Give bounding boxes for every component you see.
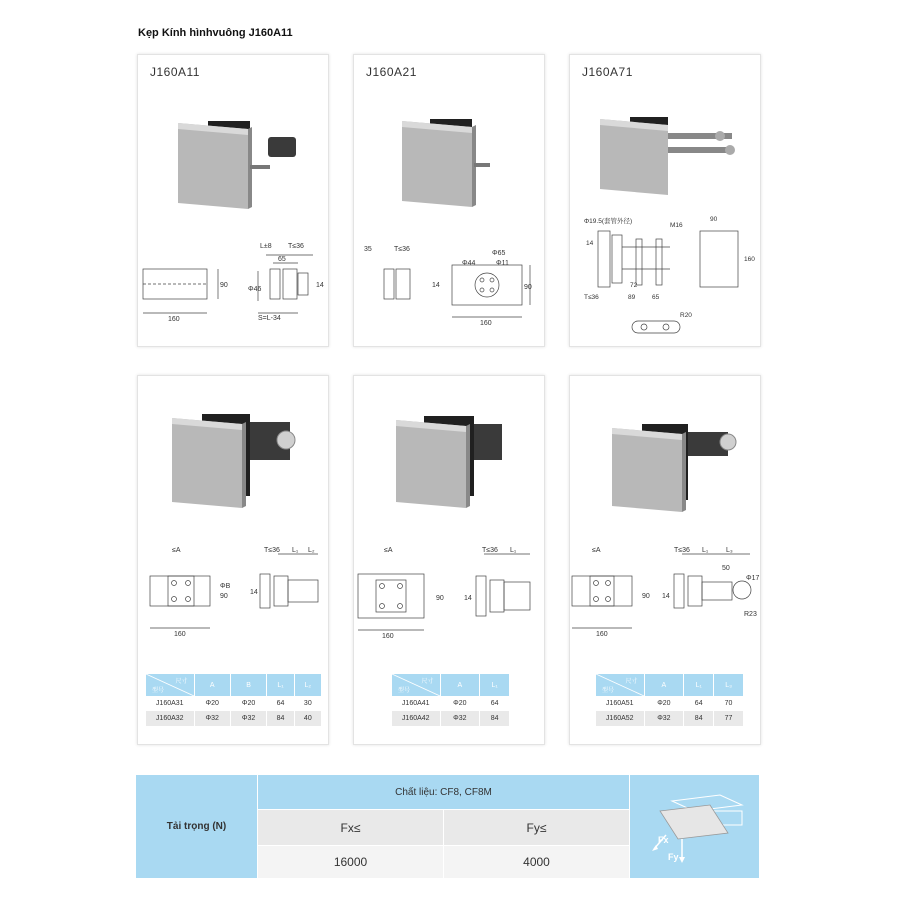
fx-axis-label: Fx	[658, 835, 669, 845]
svg-text:160: 160	[744, 256, 755, 263]
svg-text:R23: R23	[744, 611, 757, 618]
svg-text:50: 50	[722, 565, 730, 572]
svg-text:90: 90	[220, 593, 228, 600]
col-header: A	[194, 674, 230, 696]
col-header: L₁	[480, 674, 510, 696]
product-card-j160a31	[137, 375, 329, 745]
table-corner: 尺寸 型号	[392, 674, 440, 696]
svg-text:90: 90	[524, 284, 532, 291]
fy-axis-label: Fy	[668, 852, 679, 862]
table-row: J160A32 Φ32 Φ32 84 40	[146, 711, 322, 726]
product-card-j160a71	[569, 54, 761, 347]
svg-text:L₁: L₁	[510, 547, 517, 554]
page-title: Kẹp Kính hìnhvuông J160A11	[138, 27, 293, 39]
clamp-illustration	[354, 55, 546, 348]
col-header: B	[230, 674, 266, 696]
spec-table-j160a3x	[146, 674, 322, 726]
table-row: J160A42 Φ32 84	[392, 711, 510, 726]
svg-text:Φ11: Φ11	[496, 260, 509, 267]
svg-text:L₁: L₁	[702, 547, 709, 554]
svg-text:L₃: L₃	[726, 547, 733, 554]
fy-header: Fy≤	[443, 809, 629, 845]
col-header: L₃	[714, 674, 744, 696]
svg-text:160: 160	[382, 633, 394, 640]
product-card-j160a5x	[569, 375, 761, 745]
svg-text:14: 14	[316, 282, 324, 289]
svg-text:R20: R20	[680, 312, 692, 319]
svg-text:160: 160	[174, 631, 186, 638]
svg-text:90: 90	[220, 282, 228, 289]
material-label: Chất liệu: CF8, CF8M	[257, 775, 629, 809]
svg-text:T≤36: T≤36	[394, 246, 410, 253]
svg-text:90: 90	[710, 216, 718, 223]
svg-text:Φ65: Φ65	[492, 250, 506, 257]
model-label: J160A11	[150, 65, 200, 79]
svg-text:≤A: ≤A	[172, 547, 181, 554]
table-row: J160A51 Φ20 64 70	[596, 696, 744, 711]
table-row: J160A31 Φ20 Φ20 64 30	[146, 696, 322, 711]
svg-text:89: 89	[628, 294, 636, 301]
svg-text:14: 14	[586, 240, 594, 247]
table-row: J160A52 Φ32 84 77	[596, 711, 744, 726]
svg-text:ΦB: ΦB	[220, 583, 231, 590]
model-label: J160A71	[582, 65, 633, 79]
svg-text:14: 14	[250, 589, 258, 596]
col-header: L₁	[267, 674, 294, 696]
svg-text:14: 14	[662, 593, 670, 600]
svg-text:72: 72	[630, 282, 638, 289]
svg-text:14: 14	[464, 595, 472, 602]
product-card-j160a21	[353, 54, 545, 347]
fy-value: 4000	[443, 845, 629, 878]
col-header: L₁	[684, 674, 714, 696]
product-card-j160a11	[137, 54, 329, 347]
svg-text:90: 90	[642, 593, 650, 600]
col-header: L₂	[294, 674, 321, 696]
col-header: A	[644, 674, 684, 696]
svg-text:≤A: ≤A	[384, 547, 393, 554]
load-table	[136, 775, 759, 878]
svg-text:T≤36: T≤36	[264, 547, 280, 554]
spec-table-j160a4x	[392, 674, 510, 726]
svg-text:65: 65	[278, 256, 286, 263]
svg-text:≤A: ≤A	[592, 547, 601, 554]
clamp-illustration	[570, 55, 762, 348]
svg-text:Φ19.5(套管外径): Φ19.5(套管外径)	[584, 218, 633, 225]
svg-text:M16: M16	[670, 222, 683, 229]
svg-text:T≤36: T≤36	[674, 547, 690, 554]
svg-text:Φ46: Φ46	[248, 286, 262, 293]
load-label: Tải trọng (N)	[136, 775, 257, 878]
svg-text:Φ17: Φ17	[746, 575, 760, 582]
svg-text:T≤36: T≤36	[584, 294, 599, 301]
svg-text:14: 14	[432, 282, 440, 289]
table-corner: 尺寸 型号	[596, 674, 644, 696]
svg-text:L±8: L±8	[260, 243, 272, 250]
spec-table-j160a5x	[596, 674, 744, 726]
svg-text:65: 65	[652, 294, 660, 301]
force-diagram	[629, 775, 759, 878]
fx-value: 16000	[257, 845, 443, 878]
svg-text:160: 160	[480, 320, 492, 327]
svg-text:L₂: L₂	[308, 547, 315, 554]
svg-text:160: 160	[596, 631, 608, 638]
svg-text:160: 160	[168, 316, 180, 323]
svg-text:L₁: L₁	[292, 547, 299, 554]
model-label: J160A21	[366, 65, 417, 79]
clamp-illustration	[138, 55, 330, 348]
product-card-j160a4x	[353, 375, 545, 745]
svg-text:S=L-34: S=L-34	[258, 315, 281, 322]
svg-text:T≤36: T≤36	[482, 547, 498, 554]
svg-text:T≤36: T≤36	[288, 243, 304, 250]
fx-header: Fx≤	[257, 809, 443, 845]
table-corner: 尺寸 型号	[146, 674, 194, 696]
svg-text:Φ44: Φ44	[462, 260, 476, 267]
col-header: A	[440, 674, 480, 696]
svg-text:35: 35	[364, 246, 372, 253]
table-row: J160A41 Φ20 64	[392, 696, 510, 711]
svg-text:90: 90	[436, 595, 444, 602]
